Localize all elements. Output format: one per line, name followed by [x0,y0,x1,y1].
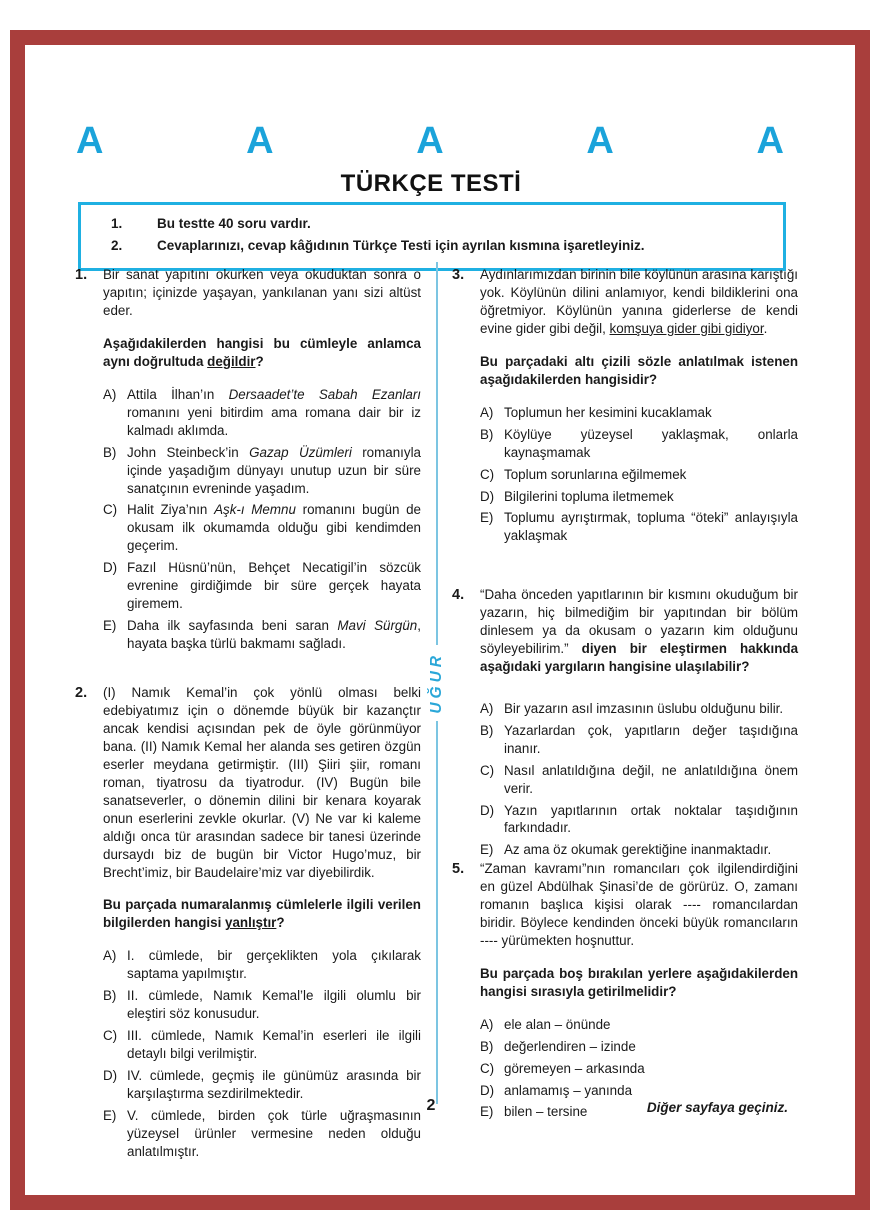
option-letter: B) [480,1038,494,1054]
option-row [103,987,421,1023]
option-row [103,1107,421,1161]
option-row [103,386,421,440]
option-row [480,1060,798,1078]
booklet-letter: A [416,120,444,162]
options-list [103,947,421,1160]
divider-line-top [436,262,438,645]
option-row [480,426,798,462]
option-letter: B) [103,988,117,1004]
question-stem: Aşağıdakilerden hangisi bu cümleyle anlamca aynı doğrultuda değildir? [103,335,421,369]
option-letter: B) [480,722,494,738]
question-block [75,684,421,1165]
continue-notice: Diğer sayfaya geçiniz. [646,1100,788,1115]
question-stem: Bu parçada numaralanmış cümlelerle ilgili verilen bilgilerden hangisi yanlıştır? [103,897,421,931]
option-row [480,722,798,758]
question-number: 4. [452,587,465,603]
question-passage: Bir sanat yapıtını okurken veya okuduktan sonra o yapıtın; içinizde yaşayan, yankılanan yanı sizi altüst eder. [103,267,421,318]
question-passage: Aydınlarımızdan birinin bile köylünün arasına karıştığı yok. Köylünün dilini anlamıyor, kendi bildiklerini ona öğretmiyor. Köylünün yanına giderlerse de kendi evine gider gibi değil, komşuya gider gibi gidiyor. [480,267,798,336]
instruction-text: Cevaplarınızı, cevap kâğıdının Türkçe Testi için ayrılan kısmına işaretleyiniz. [157,238,645,254]
question-passage: (I) Namık Kemal’in çok yönlü olması belki edebiyatımız için o dönemde büyük bir kazançtır ancak kendisi açısından pek de öyle görünmüyor bana. (II) Namık Kemal her alanda ses getiren özgün eserler meydana getirmiştir. (III) Şiiri şiir, romanı roman, tiyatrosu da tiyatrodur. (IV) Bugün bile sanatseverler, o dönemin dilini bir kenara koyarak onun eserlerini zevkle okurlar. (V) Ne var ki kaleme aldığı onca tür arasından sadece bir tanesi üzerinde dursaydı biz de bugün bir Victor Hugo’muz, bir Brecht’imiz, bir Baudelaire’miz var diyebilirdik. [103,685,421,880]
instruction-item [111,213,771,235]
option-letter: E) [103,618,117,634]
instructions-box [78,202,786,271]
option-text: Attila İlhan’ın Dersaadet’te Sabah Ezanları romanını yeni bitirdim ama romana dair bir iz kalmadı aklımda. [127,386,421,438]
option-row [480,700,798,718]
option-row [103,617,421,653]
option-letter: C) [103,502,118,518]
divider-line-bottom [436,721,438,1104]
option-letter: D) [480,1082,495,1098]
option-letter: A) [480,700,494,716]
instruction-number: 1. [111,216,123,231]
options-list [480,700,798,860]
question-block [75,266,421,657]
option-text: Toplum sorunlarına eğilmemek [504,466,687,482]
question-block [452,586,798,863]
option-text: Az ama öz okumak gerektiğine inanmaktadır. [504,842,772,858]
option-text: V. cümlede, birden çok türle uğraşmasının yüzeysel ürünler vermesine neden olduğu anlatılmıştır. [127,1108,421,1159]
question-number: 3. [452,267,465,283]
option-text: Daha ilk sayfasında beni saran Mavi Sürgün, hayata başka türlü bakmamı sağladı. [127,618,421,652]
instruction-number: 2. [111,238,123,254]
option-letter: B) [480,426,494,442]
option-row [480,802,798,838]
option-letter: B) [103,444,117,460]
instruction-text: Bu testte 40 soru vardır. [157,216,311,231]
option-row [480,509,798,545]
test-title: TÜRKÇE TESTİ [340,170,522,197]
booklet-letter-row [76,122,784,160]
option-row [480,466,798,484]
question-passage: “Daha önceden yapıtlarının bir kısmını okuduğum bir yazarın, hiç bilmediğim bir yapıtından bir bölüm dinlesem ya da okusam o yazarın kim olduğunu söyleyebilirim.” diyen bir eleştirmen hakkında aşağıdaki yargıların hangisine ulaşılabilir? [480,587,799,674]
page-number: 2 [426,1097,436,1114]
option-row [480,404,798,422]
option-letter: A) [103,948,117,964]
option-text: II. cümlede, Namık Kemal’le ilgili olumlu bir eleştiri söz konusudur. [127,988,421,1022]
question-passage: “Zaman kavramı”nın romancıları çok ilgilendirdiğini en güzel Abdülhak Şinasi’de de görürüz. O, zamanı romanın başlıca kişisi olarak ---- romancılardan biridir. Böylece kendinden önceki büyük romancıların ---- yürümekten hoşnuttur. [480,861,798,948]
question-number: 2. [75,685,88,701]
option-letter: E) [480,510,494,526]
option-row [480,488,798,506]
option-text: değerlendiren – izinde [504,1038,636,1054]
option-letter: E) [480,842,494,858]
option-text: Bilgilerini topluma iletmemek [504,488,674,504]
question-number: 1. [75,267,88,283]
option-text: Köylüye yüzeysel yaklaşmak, onlarla kaynaşmamak [504,426,798,460]
booklet-letter: A [246,120,274,162]
option-text: ele alan – önünde [504,1016,611,1032]
option-text: John Steinbeck’in Gazap Üzümleri romanıyla içinde yaşadığım dünyayı unutup uzun bir süre sanatçının evreninde yaşadım. [127,444,422,496]
option-row [480,1038,798,1056]
options-list [103,386,421,653]
option-row [103,947,421,983]
question-number: 5. [452,861,465,877]
option-text: Toplumun her kesimini kucaklamak [504,404,712,420]
question-stem: Bu parçadaki altı çizili sözle anlatılmak istenen aşağıdakilerden hangisidir? [480,353,798,387]
question-block [452,860,798,1125]
column-divider [429,262,445,1104]
option-text: bilen – tersine [504,1104,588,1120]
option-text: Halit Ziya’nın Aşk-ı Memnu romanını bugün de okusam ilk okumamda olduğu gibi kendimden geçerim. [127,502,422,554]
option-letter: E) [103,1108,117,1124]
booklet-letter: A [76,120,104,162]
option-letter: E) [480,1104,494,1120]
option-text: I. cümlede, bir gerçeklikten yola çıkılarak saptama yapılmıştır. [127,948,421,982]
question-stem: Bu parçada boş bırakılan yerlere aşağıdakilerden hangisi sırasıyla getirilmelidir? [480,965,798,999]
option-text: III. cümlede, Namık Kemal’in eserleri ile ilgili detaylı bilgi verilmiştir. [127,1028,421,1062]
option-text: Fazıl Hüsnü’nün, Behçet Necatigil’in sözcük evrenine girdiğimde bir süre gerçek hayata giremem. [127,560,421,612]
option-row [103,559,421,613]
option-letter: A) [480,404,494,420]
publisher-watermark: UĞUR [428,652,445,714]
booklet-letter: A [756,120,784,162]
option-row [480,762,798,798]
option-letter: C) [480,762,495,778]
option-letter: D) [480,488,495,504]
question-block [452,266,798,549]
option-text: Toplumu ayrıştırmak, topluma “öteki” anlayışıyla yaklaşmak [504,510,798,544]
option-row [103,501,421,555]
option-letter: C) [480,466,495,482]
booklet-letter: A [586,120,614,162]
option-letter: C) [103,1028,118,1044]
option-letter: A) [103,386,117,402]
option-letter: C) [480,1060,495,1076]
option-row [480,1016,798,1034]
option-text: anlamamış – yanında [504,1082,633,1098]
option-letter: D) [103,1068,118,1084]
option-text: Bir yazarın asıl imzasının üslubu olduğunu bilir. [504,700,784,716]
option-row [103,1027,421,1063]
option-text: Nasıl anlatıldığına değil, ne anlatıldığına önem verir. [504,762,798,796]
option-row [480,841,798,859]
instruction-item [111,235,771,257]
option-letter: A) [480,1016,494,1032]
option-text: göremeyen – arkasında [504,1060,645,1076]
option-text: Yazarlardan çok, yapıtların değer taşıdığına inanır. [504,722,798,756]
option-letter: D) [480,802,495,818]
option-letter: D) [103,560,118,576]
options-list [480,404,798,546]
option-text: Yazın yapıtlarının ortak noktalar taşıdığının farkındadır. [504,802,798,836]
option-row [103,444,421,498]
option-text: IV. cümlede, geçmiş ile günümüz arasında bir karşılaştırma sezdirilmektedir. [127,1068,421,1102]
